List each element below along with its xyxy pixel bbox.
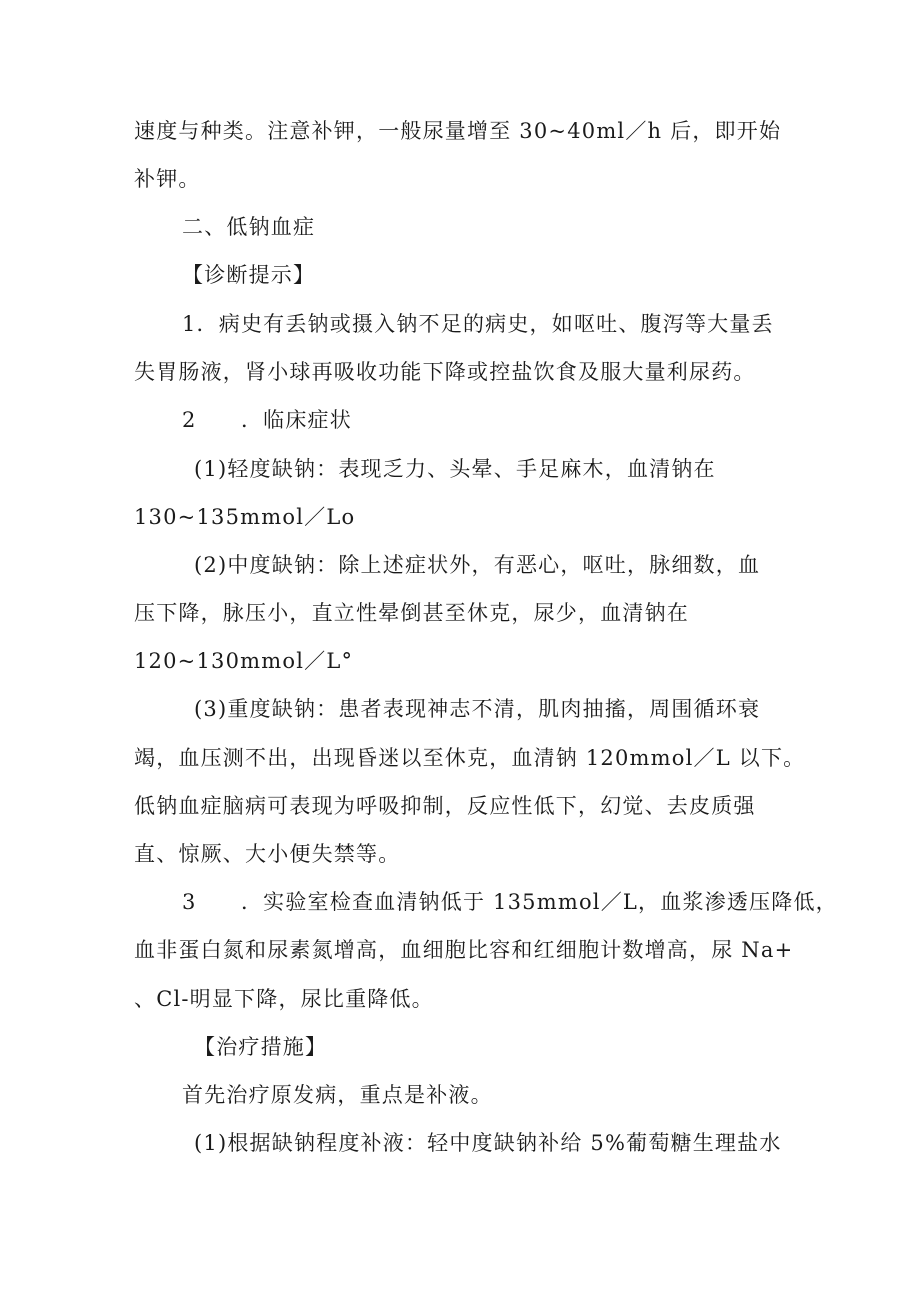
paragraph-line: 竭，血压测不出，出现昏迷以至休克，血清钠 120mmol／L 以下。 xyxy=(134,746,806,770)
numbered-item: 3 ．实验室检查血清钠低于 135mmol／L，血浆渗透压降低， xyxy=(182,890,838,914)
section-heading: 二、低钠血症 xyxy=(182,215,316,239)
paragraph-line: 直、惊厥、大小便失禁等。 xyxy=(134,842,401,866)
paragraph-line: 130~135mmol／Lo xyxy=(134,505,356,529)
paragraph-line: 120~130mmol／L° xyxy=(134,649,354,673)
paragraph-line: (1)根据缺钠程度补液：轻中度缺钠补给 5%葡萄糖生理盐水 xyxy=(194,1131,782,1155)
numbered-item: 2 ．临床症状 xyxy=(182,408,352,432)
paragraph-line: 压下降，脉压小，直立性晕倒甚至休克，尿少，血清钠在 xyxy=(134,601,689,625)
paragraph-line: (1)轻度缺钠：表现乏力、头晕、手足麻木，血清钠在 xyxy=(194,457,716,481)
paragraph-line: 、Cl-明显下降，尿比重降低。 xyxy=(134,987,434,1011)
paragraph-line: 低钠血症脑病可表现为呼吸抑制，反应性低下，幻觉、去皮质强 xyxy=(134,794,756,818)
paragraph-line: 速度与种类。注意补钾，一般尿量增至 30~40ml／h 后，即开始 xyxy=(134,119,782,143)
paragraph-line: 首先治疗原发病，重点是补液。 xyxy=(182,1083,493,1107)
paragraph-line: (3)重度缺钠：患者表现神志不清，肌肉抽搐，周围循环衰 xyxy=(194,697,761,721)
paragraph-line: 1．病史有丢钠或摄入钠不足的病史，如呕吐、腹泻等大量丢 xyxy=(182,312,774,336)
paragraph-line: 失胃肠液，肾小球再吸收功能下降或控盐饮食及服大量利尿药。 xyxy=(134,360,756,384)
paragraph-line: (2)中度缺钠：除上述症状外，有恶心，呕吐，脉细数，血 xyxy=(194,553,761,577)
subsection-heading: 【诊断提示】 xyxy=(182,263,316,287)
paragraph-line: 补钾。 xyxy=(134,167,201,191)
subsection-heading: 【治疗措施】 xyxy=(194,1035,328,1059)
paragraph-line: 血非蛋白氮和尿素氮增高，血细胞比容和红细胞计数增高，尿 Na+ xyxy=(134,938,794,962)
